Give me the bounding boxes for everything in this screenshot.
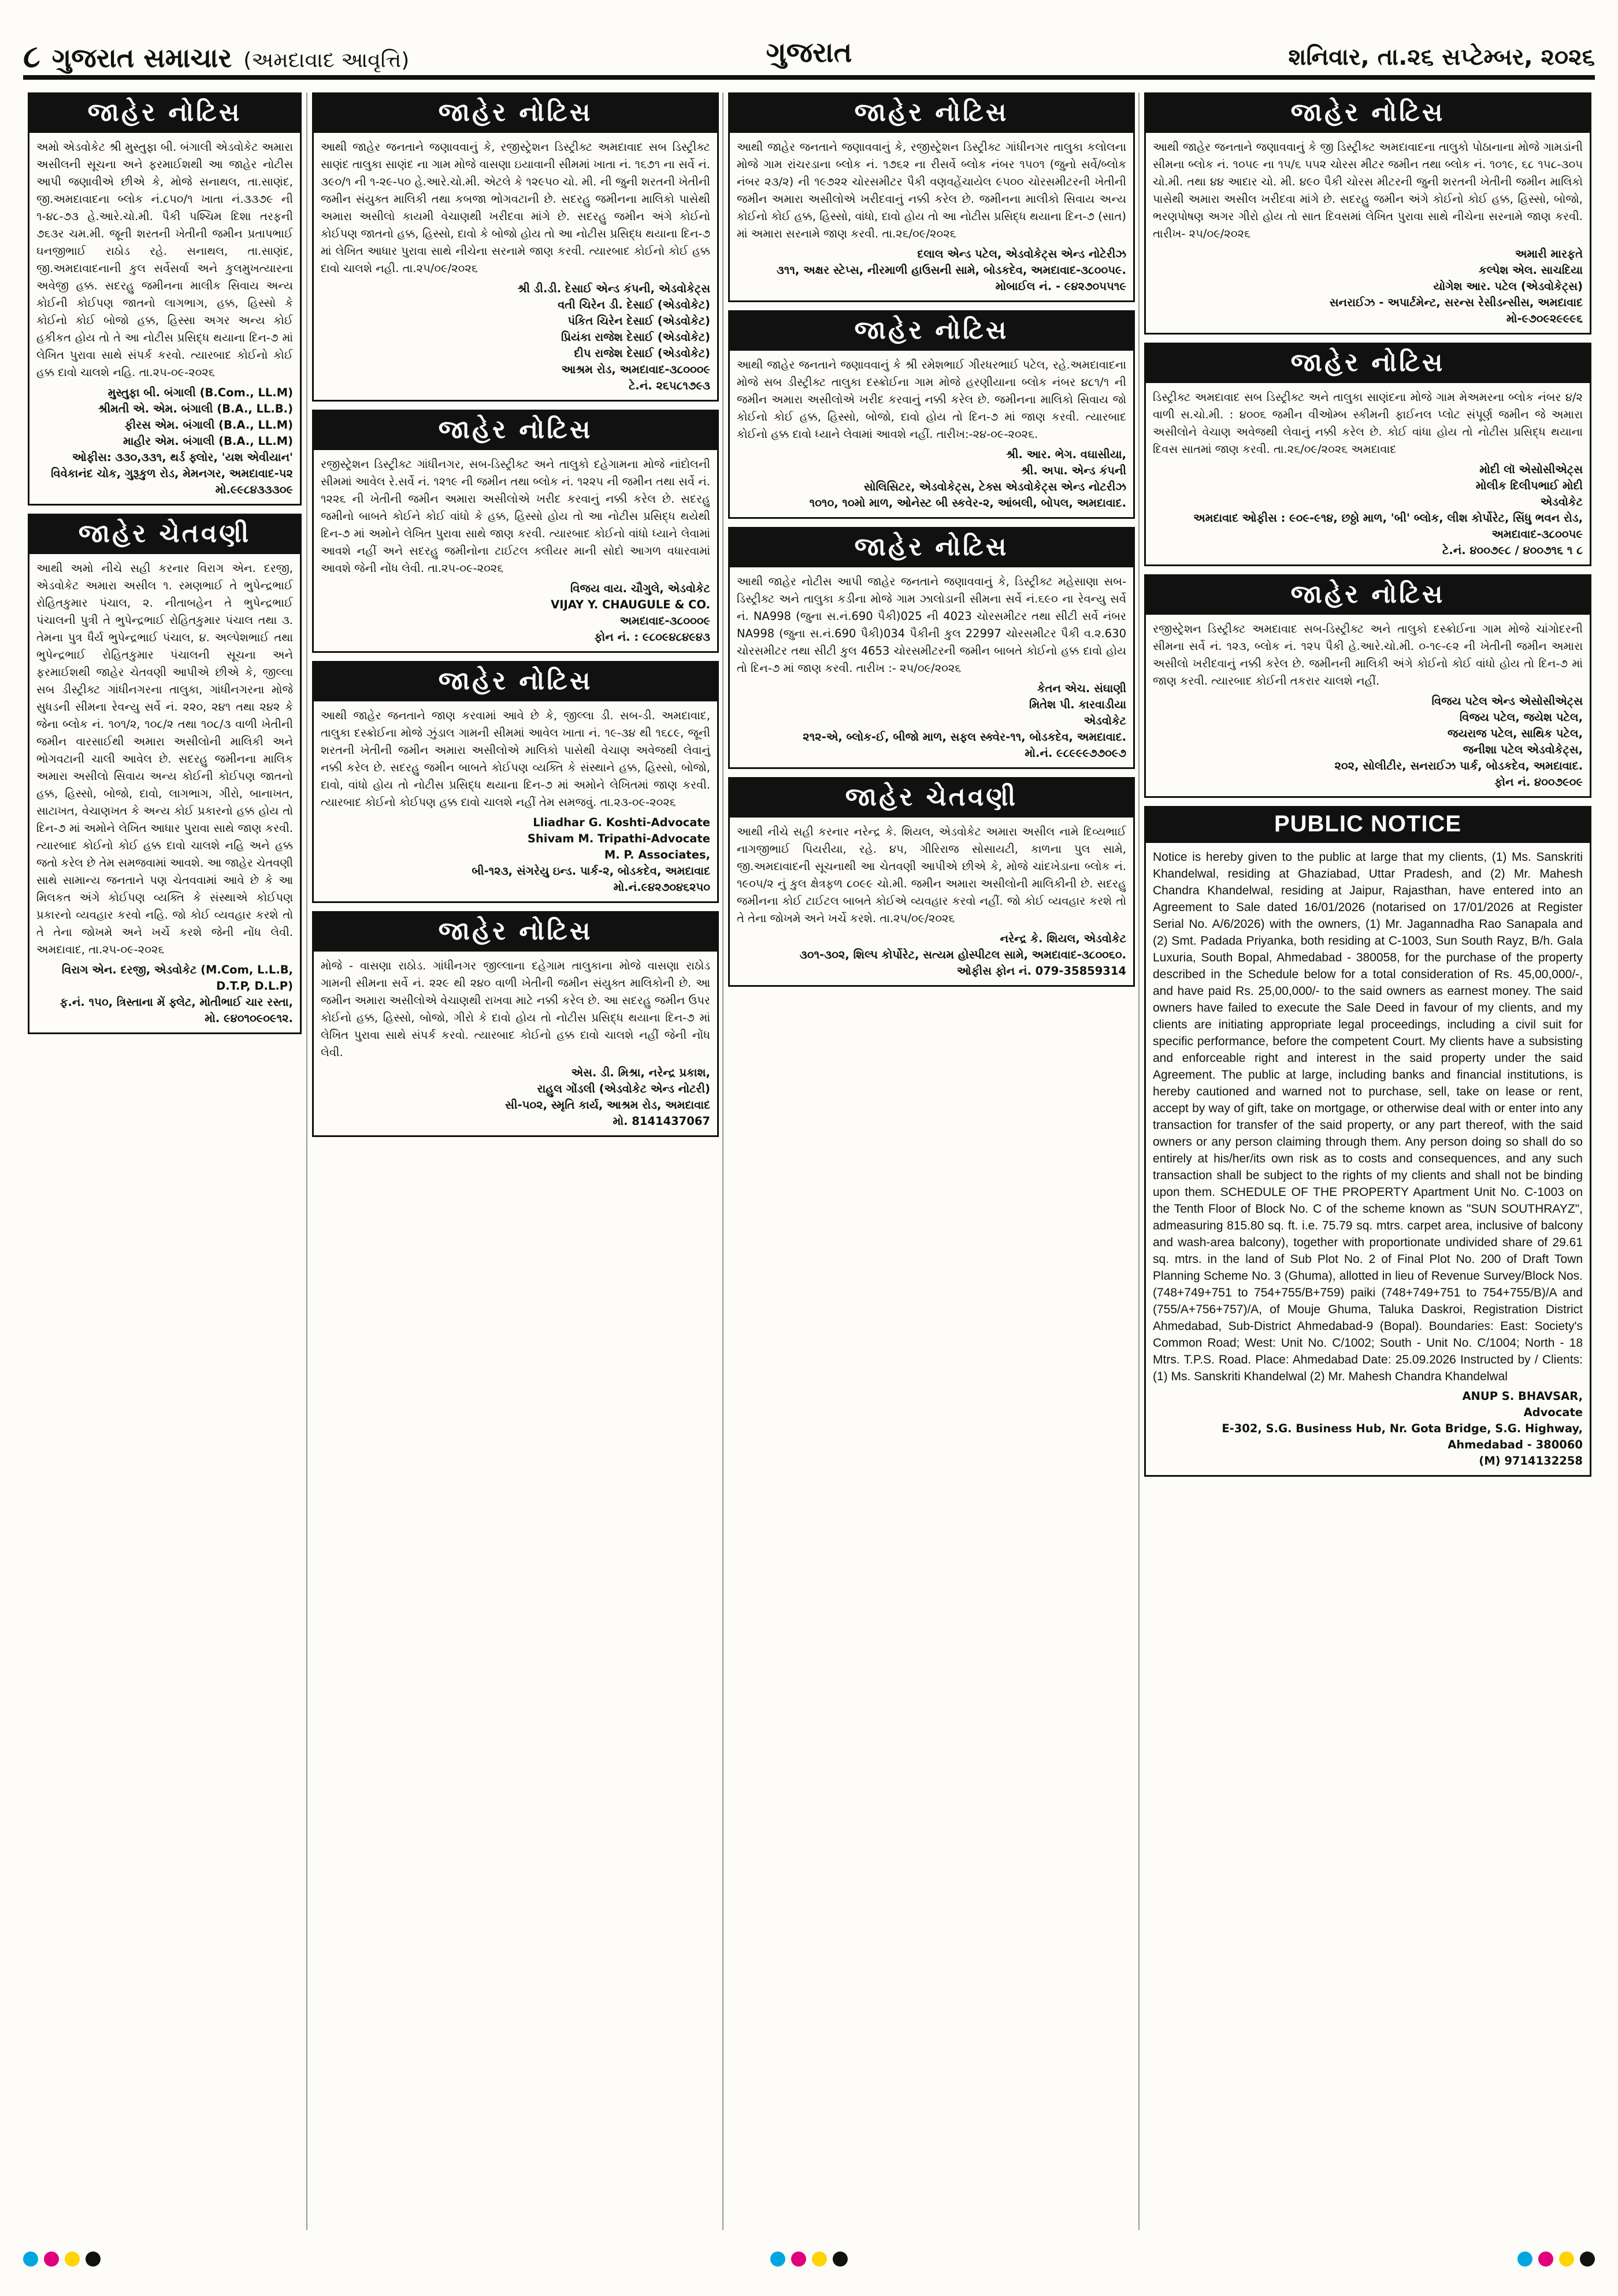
notice-heading: જાહેર નોટિસ <box>314 663 717 701</box>
notice-box <box>312 911 719 1137</box>
notice-heading: જાહેર નોટિસ <box>1146 94 1590 133</box>
notice-body: આથી જાહેર નોટીસ આપી જાહેર જનતાને જણાવવાનું કે, ડિસ્ટ્રીક્ટ મહેસાણા સબ-ડિસ્ટ્રીક્ટ અને તાલુકા કડીના મોજે ગામ ઝાલોડાની સીમના સર્વે નં.૬૯૦ ના રેવન્યુ સર્વે નં. NA998 (જુના સ.નં.690 પૈકી)025 ની 4023 ચોરસમીટર તથા સીટી સર્વે નંબર NA998 (જુના સ.નં.690 પૈકી)034 પૈકીની કુલ 22997 ચોરસમીટર પૈકી વ.૨.630 ચોરસમીટર તથા સીટી કુલ 4653 ચોરસમીટરની જમીન બાબતે કોઈનો હક્ક દાવો હોય તો દિન-૭ માં જાણ કરવી. તારીખ :- ૨૫/૦૯/૨૦૨૬ <box>737 575 1126 675</box>
notice-body: ડિસ્ટ્રીક્ટ અમદાવાદ સબ ડિસ્ટ્રીક્ટ અને તાલુકા સાણંદના મોજે ગામ મેઅમરના બ્લોક નંબર ૪/૨ વાળી સ.ચો.મી. : ૪૦૦૬ જમીન વીઓમ્બ સ્કીમની ફાઈનલ પ્લોટ સંપૂર્ણ જમીન જે અમારા અસીલોને વેચાણ અવેજથી લેવાનું નક્કી કરેલ છે. કોઈ વાંધા હોય તો નોટીસ પ્રસિદ્ધ થયાના દિવસ સાતમાં જાણ કરવી. તા.૨૬/૦૯/૨૦૨૬ અમદાવાદ <box>1153 391 1583 456</box>
masthead: ગુજરાત સમાચાર <box>51 42 232 73</box>
notice-box <box>728 527 1135 769</box>
notice-heading: જાહેર નોટિસ <box>314 94 717 133</box>
notice-box <box>312 410 719 653</box>
notice-box <box>1144 343 1591 566</box>
notice-heading: જાહેર નોટિસ <box>730 312 1133 351</box>
notice-heading: જાહેર નોટિસ <box>314 913 717 952</box>
notice-signature: શ્રી. આર. ભેગ. વઘાસીયા, શ્રી. અપા. એન્ડ કંપની સોલિસિટર, એડવોકેટ્સ, ટેક્સ એડવોકેટ્સ એન્ડ નોટરીઝ ૧૦૧૦, ૧૦મો માળ, ઓનેસ્ટ બી સ્કવેર-૨, આંબલી, બોપલ, અમદાવાદ. <box>809 448 1126 510</box>
notice-signature: દલાલ એન્ડ પટેલ, એડવોકેટ્સ એન્ડ નોટેરીઝ ૩૧૧, અક્ષર સ્ટેપ્સ, નીરમાળી હાઉસની સામે, બોડકદેવ, અમદાવાદ-૩૮૦૦૫૯. મોબાઈલ નં. - ૯૪૨૭૦૫૫૧૯ <box>776 247 1126 293</box>
cyan-dot <box>1517 2252 1532 2267</box>
notice-body: મોજે - વાસણા રાઠોડ. ગાંધીનગર જીલ્લાના દહેગામ તાલુકાના મોજે વાસણા રાઠોડ ગામની સીમના સર્વે નં. ૨૨૯ થી ૨૪૦ વાળી ખેતીની જમીન સંયુક્ત માલિકોની છે. આ જમીન અમારા અસીલોએ વેચાણથી રાખવા માટે નક્કી કરેલ છે. આ સદરહુ જમીન ઉપર કોઈનો હક્ક, હિસ્સો, બોજો, ગીરો કે દાવો હોય તો નોટીસ પ્રસિદ્ધ થયાના દિન-૭ માં લેખિત પુરાવા સાથે સંપર્ક કરવો. ત્યારબાદ કોઈનો હક્ક દાવો ચાલશે નહીં જેની નોંધ લેવી. <box>321 959 710 1059</box>
notice-box <box>728 777 1135 987</box>
notice-body: અમો એડવોકેટ શ્રી મુસ્તુફા બી. બંગાલી એડવોકેટ અમારા અસીલની સૂચના અને ફરમાઈશથી આ જાહેર નોટીસ આપી જણાવીએ છીએ કે, મોજે સનાથલ, તા.સાણંદ, જી.અમદાવાદના બ્લોક નં.૮૫૦/૧ ખાતા નં.૩૩૭૯ ની ૧-૪૮-૭૩ હે.આરે.ચો.મી. પૈકી પશ્ચિમ દિશા તરફની ૭૬૩ર ચમ.મી. જૂની શરતની ખેતીની જમીન પ્રતાપભાઈ ઘનજીભાઈ રાઠોડ રહે. સનાથલ, તા.સાણંદ, જી.અમદાવાદનાની કુલ સર્વેસર્વા અને કુલમુખત્યારના અવેજી હક્ક. સદરહુ જમીનના માલીક સિવાય અન્ય કોઈની કોઈપણ જાતનો લાગભાગ, હક્ક, હિસ્સો કે કોઈનો કોઈ બોજો હક્ક, હિસ્સા અગર અન્ય કોઈ હકીકત હોય તો તે આ નોટીસ પ્રસિદ્ધ થયાના દિન-૭ માં લેખિત પુરાવા સાથે સંપર્ક કરવો. ત્યારબાદ કોઈનો કોઈ હક્ક દાવો ચાલશે નહિ. તા.૨૫-૦૯-૨૦૨૬ <box>36 140 293 379</box>
notice-heading: જાહેર ચેતવણી <box>29 515 300 554</box>
notice-signature: મુસ્તુફા બી. બંગાલી (B.Com., LL.M) શ્રીમતી એ. એમ. બંગાલી (B.A., LL.B.) ફીરસ એમ. બંગાલી (B.A., LL.M) માહીર એમ. બંગાલી (B.A., LL.M) ઓફીસ: ૩૩૦,૩૩૧, થર્ડ ફ્લોર, 'યશ એવીયાન' વિવેકાનંદ ચોક, ગુરૂકુળ રોડ, મેમનગર, અમદાવાદ-૫૨ મો.૯૯૮૪૩૩૩૦૯ <box>51 386 293 496</box>
print-registration-marks <box>23 2247 1595 2271</box>
notice-box <box>312 92 719 402</box>
cyan-dot <box>770 2252 785 2267</box>
page-number: ૮ <box>23 38 40 75</box>
page-header <box>23 23 1595 80</box>
notice-heading: જાહેર નોટિસ <box>730 94 1133 133</box>
yellow-dot <box>65 2252 80 2267</box>
notice-body: આથી જાહેર જનતાને જણાવવાનું કે જી ડિસ્ટ્રીક્ટ અમદાવાદના તાલુકો પોઠાનાના મોજે ગામડાંની સીમના બ્લોક નં. ૧૦૫૯ ના ૧૫/૬ ૫૫૨ ચોરસ મીટર જમીન તથા બ્લોક નં. ૧૦૧૯, ૬૮ ૧૫૮-૩૦૫ ચો.મી. તથા ૪૪ આદાર ચો. મી. ૪૯૦ પૈકી ચોરસ મીટરની જુની શરતની ખેતીની જમીન માલિકો પાસેથી અમારા અસીલ ખરીદવા માંગે છે. સદરહુ જમીન અંગે કોઈનો કોઈ હક્ક, હિસ્સો, બોજો, ભરણપોષણ અગર ગીરો હોય તો સાત દિવસમાં લેખિત પુરાવા સાથે નીચેના સરનામે જાણ કરવી. તારીખ- ૨૫/૦૯/૨૦૨૬ <box>1153 140 1583 240</box>
notice-signature: વિરાગ એન. દરજી, એડવોકેટ (M.Com, L.L.B, D.T.P, D.L.P) ફ.નં. ૧૫૦, ત્રિસ્તાના મેં ફ્લેટ, મોતીભાઈ ચાર રસ્તા, મો. ૯૪૦૧૦૯૦૯૧૨. <box>60 963 293 1025</box>
color-dots-center <box>770 2252 848 2267</box>
notice-body: રજીસ્ટ્રેશન ડિસ્ટ્રીક્ટ અમદાવાદ સબ-ડિસ્ટ્રીક્ટ અને તાલુકો દસ્ક્રોઈના ગામ મોજે ચાંગોદરની સીમના સર્વે નં. ૧૨૩, બ્લોક નં. ૧૨૫ પૈકી હે.આરે.ચો.મી. ૦-૧૯-૯૨ ની ખેતીની જમીન અમારા અસીલો ખરીદવાનું નક્કી કરેલ છે. જમીનની માલિકી અંગે કોઈનો કોઈ વાંધો હોય તો દિન-૭ માં જાણ કરવી. ત્યારબાદ કોઈની તકરાર ચાલશે નહીં. <box>1153 622 1583 688</box>
yellow-dot <box>1559 2252 1574 2267</box>
column-1 <box>23 92 306 2230</box>
column-3 <box>722 92 1140 2230</box>
notice-signature: ANUP S. BHAVSAR, Advocate E-302, S.G. Business Hub, Nr. Gota Bridge, S.G. Highway, Ahmedabad - 380060 (M) 9714132258 <box>1222 1390 1583 1467</box>
notice-body: આથી જાહેર જનતાને જણાવવાનું કે, રજીસ્ટ્રેશન ડિસ્ટ્રીક્ટ ગાંધીનગર તાલુકા કલોલના મોજે ગામ રાંચરડાના બ્લોક નં. ૧૭૬૨ ના રીસર્વે બ્લોક નંબર ૧૫૦૧ (જુનો સર્વે/બ્લોક નંબર ૨૩/૨) ની ૧૯૭૨૨ ચોરસમીટર પૈકી વણવહેંચાયેલ ૯૫૦૦ ચોરસમીટરની ખેતીની જમીન અમારા અસીલોએ ખરીદવાનું નક્કી કરેલ છે. જમીનના માલીકો સિવાય અન્ય કોઈનો કોઈ હક્ક, હિસ્સો, વાંધો, દાવો હોય તો આ નોટીસ પ્રસિદ્ધ થયાના દિન-૭ (સાત) માં અમારા સરનામે જાણ કરવી. તા.૨૬/૦૯/૨૦૨૬ <box>737 140 1126 240</box>
black-dot <box>86 2252 101 2267</box>
notice-body: આથી નીચે સહી કરનાર નરેન્દ્ર કે. શિયલ, એડવોકેટ અમારા અસીલ નામે દિવ્યભાઈ નાગજીભાઈ પિયરીયા, રહે. ૪૫, ગીરિરાજ સોસાયટી, કાળના પુલ સામે, જી.અમદાવાદની સૂચનાથી આ ચેતવણી આપીએ છીએ કે, મોજે ચાંદખેડાના બ્લોક નં. ૧૯૦૫/૨ નું કુલ ક્ષેત્રફળ ૮૦૯૯ ચો.મી. જમીન અમારા અસીલોની માલિકીની છે. સદરહુ જમીનના કોઈ ટાઈટલ બાબતે કોઈએ વ્યવહાર કરવો નહીં. જો કોઈ વ્યવહાર કરશે તો તે તેના જોખમે અને ખર્ચે કરશે. તા.૨૫/૦૯/૨૦૨૬ <box>737 825 1126 925</box>
notice-signature: અમારી મારફતે કલ્પેશ એલ. સાચદિયા યોગેશ આર. પટેલ (એડવોકેટ્સ) સનરાઈઝ - અપાર્ટમેન્ટ, સરન્સ રેસીડન્સીસ, અમદાવાદ મો-૯૭૦૯૨૯૯૯૬ <box>1329 247 1583 325</box>
notice-box <box>728 92 1135 302</box>
notice-heading: જાહેર નોટિસ <box>1146 344 1590 383</box>
notice-signature: કેતન એચ. સંઘાણી મિતેશ પી. કારવાડીયા એડવોકેટ ૨૧૨-એ, બ્લોક-ઈ, બીજો માળ, સફલ સ્ક્વેર-૧૧, બોડકદેવ, અમદાવાદ. મો.નં. ૯૮૯૯૯૭૭૦૯૭ <box>803 682 1126 760</box>
notice-body: આથી જાહેર જનતાને જણાવવાનું કે, રજીસ્ટ્રેશન ડિસ્ટ્રીક્ટ અમદાવાદ સબ ડિસ્ટ્રીક્ટ સાણંદ તાલુકા સાણંદ ના ગામ મોજે વાસણા ઇયાવાની સીમમાં ખાતા નં. ૧૬૭૧ ના સર્વે નં. ૩૯૦/૧ ની ૧-૨૯-૫૦ હે.આરે.ચો.મી. એટલે કે ૧૨૯૫૦ ચો. મી. ની જુની શરતની ખેતીની જમીન સંયુક્ત માલિકી તથા કબજા ભોગવટાની છે. સદરહુ જમીનના માલિકો પાસેથી અમારા અસીલો કાયમી વેચાણથી ખરીદવા માંગે છે. સદરહુ જમીન અંગે કોઈનો કોઈપણ જાતનો હક્ક, હિસ્સો, દાવો કે બોજો હોય તો આ નોટીસ પ્રસિદ્ધ થયાના દિન-૭ માં લેખિત આધાર પુરાવા સાથે નીચેના સરનામે જાણ કરવી. ત્યારબાદ કોઈનો કોઈ હક્ક દાવો ચાલશે નહી. તા.૨૫/૦૯/૨૦૨૬ <box>321 140 710 275</box>
yellow-dot <box>812 2252 827 2267</box>
black-dot <box>1580 2252 1595 2267</box>
notice-signature: વિજય વાય. ચૌગુલે, એડવોકેટ VIJAY Y. CHAUGULE & CO. અમદાવાદ-૩૮૦૦૦૯ ફોન નં. : ૯૮૦૯૪૮૪૯૪૩ <box>551 582 710 644</box>
notice-box <box>312 661 719 903</box>
notice-heading: જાહેર નોટિસ <box>1146 576 1590 615</box>
notice-body: રજીસ્ટ્રેશન ડિસ્ટ્રીક્ટ ગાંધીનગર, સબ-ડિસ્ટ્રીક્ટ અને તાલુકો દહેગામના મોજે નાંદોલની સીમમાં આવેલ રે.સર્વે નં. ૧૨૧૯ ની જમીન તથા બ્લોક નં. ૧૨૨૫ ની જમીન તથા સર્વે નં. ૧૨૨૬ ની ખેતીની જમીન અમારા અસીલોએ ખરીદ કરવાનું નક્કી કરેલ છે. સદરહુ જમીનો બાબતે કોઈને કોઈ વાંધો કે હક્ક, હિસ્સો હોય તો આ નોટીસ પ્રસિદ્ધ થયેથી દિન-૭ માં અમોને લેખિત પુરાવા સાથે જાણ કરવી. ત્યારબાદ કોઈનો વાંધો ધ્યાને લેવામાં આવશે નહીં અને સદરહુ જમીનોના ટાઈટલ ક્લીયર માની સોદો આગળ વધારવામાં આવશે જેની નોંધ લેવી. તા.૨૫-૦૯-૨૦૨૬ <box>321 458 710 575</box>
notice-body: આથી જાહેર જનતાને જાણ કરવામાં આવે છે કે, જીલ્લા ડી. સબ-ડી. અમદાવાદ, તાલુકા દસ્ક્રોઈના મોજે ઝુંડાલ ગામની સીમમાં આવેલ ખાતા નં. ૧૯-૩૪ થી ૧૬૮૯, જૂની શરતની ખેતીની જમીન અમારા અસીલોએ માલિકો પાસેથી વેચાણ અવેજથી લેવાનું નક્કી કરેલ છે. સદરહુ જમીન બાબતે કોઈપણ વ્યક્તિ કે સંસ્થાને હક્ક, હિસ્સો, બોજો, દાવો, વાંધો હોય તો નોટીસ પ્રસિદ્ધ થયાના દિન-૭ માં અમોને લેખિતમાં જાણ કરવી. ત્યારબાદ કોઈનો કોઈપણ હક્ક દાવો ચાલશે નહીં તેમ સમજવું. તા.૨૩-૦૯-૨૦૨૬ <box>321 709 710 809</box>
edition-label: (અમદાવાદ આવૃત્તિ) <box>243 49 410 72</box>
notice-heading: જાહેર ચેતવણી <box>730 779 1133 818</box>
color-dots-right <box>1517 2252 1595 2267</box>
notice-signature: Lliadhar G. Koshti-Advocate Shivam M. Tripathi-Advocate M. P. Associates, બી-૧૨૩, સંગરેયુ ઇન્ડ. પાર્ક-૨, બોડકદેવ, અમદાવાદ મો.નં.૯૪૨૭૦૪૬૨૫૦ <box>472 816 710 894</box>
notice-body: આથી અમો નીચે સહી કરનાર વિરાગ એન. દરજી, એડવોકેટ અમારા અસીલ ૧. રમણભાઈ તે ભુપેન્દ્રભાઈ રોહિતકુમાર પંચાલ, ૨. નીતાબહેન તે ભુપેન્દ્રભાઈ પંચાલની પુત્રી તે ભુપેન્દ્રભાઈ રોહિતકુમાર પંચાલ તથા ૩. તેમના પુત્ર ધૈર્ય ભુપેન્દ્રભાઈ પંચાલ, ૪. અલ્પેશભાઈ તથા ભુપેન્દ્રભાઈ રોહિતકુમાર પંચાલની સૂચના અને ફરમાઈશથી જાહેર ચેતવણી આપીએ છીએ કે, જીલ્લા સબ ડીસ્ટ્રીક્ટ ગાંધીનગરના તાલુકા, ગાંધીનગરના મોજે સુધડની સીમના રેવન્યુ સર્વે નં. ૨૨૦, ૨૪૧ તથા ૨૪૨ કે જેના બ્લોક નં. ૧૦૧/૨, ૧૦૮/૨ તથા ૧૦૮/૩ વાળી ખેતીની જમીન વારસાઈથી અમારા અસીલોની માલિકી અને ભોગવટાની ચાલી આવેલ છે. સદરહુ જમીનના માલિક અમારા અસીલો સિવાય અન્ય કોઈની કોઈપણ જાતનો હક્ક, હિસ્સો, બોજો, દાવો, લાગભાગ, ગીરો, બાનાખત, સાટાખત, વેચાણખત કે અન્ય કોઈ પ્રકારનો હક્ક હોય તો દિન-૭ માં અમોને લેખિત આધાર પુરાવા સાથે જાણ કરવી. ત્યારબાદ કોઈનો કોઈ હક્ક દાવો ચાલશે નહિ અને હક્ક જતો કરેલ છે તેમ સમજવામાં આવશે. આ જાહેર ચેતવણી સાથે સામાન્ય જનતાને પણ ચેતવવામાં આવે છે કે આ મિલકત અંગે કોઈપણ વ્યક્તિ કે સંસ્થાએ કોઈપણ પ્રકારનો વ્યવહાર કરવો નહિ. જો કોઈ વ્યવહાર કરશે તો તે તેના જોખમે અને ખર્ચે કરશે જેની નોંધ લેવી. અમદાવાદ, તા.૨૫-૦૯-૨૦૨૬ <box>36 562 293 956</box>
notice-columns <box>23 92 1595 2230</box>
notice-signature: એસ. ડી. મિશ્રા, નરેન્દ્ર પ્રકાશ, રાહુલ ગોંડલી (એડવોકેટ એન્ડ નોટરી) સી-૫૦૨, સ્મૃતિ કાર્ય, આશ્રમ રોડ, અમદાવાદ મો. 8141437067 <box>505 1066 710 1128</box>
notice-heading: જાહેર નોટિસ <box>314 411 717 450</box>
color-dots-left <box>23 2252 101 2267</box>
notice-box <box>728 310 1135 519</box>
notice-box <box>1144 92 1591 335</box>
magenta-dot <box>1538 2252 1553 2267</box>
magenta-dot <box>44 2252 59 2267</box>
cyan-dot <box>23 2252 38 2267</box>
notice-box <box>1144 806 1591 1477</box>
notice-box <box>1144 574 1591 798</box>
notice-signature: શ્રી ડી.ડી. દેસાઈ એન્ડ કંપની, એડવોકેટ્સ વતી ચિરેન ડી. દેસાઈ (એડવોકેટ) પંકિત ચિરેન દેસાઈ (એડવોકેટ) પ્રિયંકા રાજેશ દેસાઈ (એડવોકેટ) દીપ રાજેશ દેસાઈ (એડવોકેટ) આશ્રમ રોડ, અમદાવાદ-૩૮૦૦૦૯ ટે.નં. ૨૬૫૮૧૭૯૩ <box>517 282 710 392</box>
notice-box <box>28 92 302 506</box>
notice-heading: PUBLIC NOTICE <box>1146 808 1590 843</box>
issue-date: શનિવાર, તા.૨૬ સપ્ટેમ્બર, ૨૦૨૬ <box>1288 44 1595 70</box>
notice-box <box>28 514 302 1034</box>
notice-heading: જાહેર નોટિસ <box>29 94 300 133</box>
notice-signature: વિજય પટેલ એન્ડ એસોસીએટ્સ વિજય પટેલ, જયેશ પટેલ, જયરાજ પટેલ, સાથિક પટેલ, જનીશા પટેલ એડવોકેટ્સ, ૨૦૨, સોલીટીર, સનરાઈઝ પાર્ક, બોડકદેવ, અમદાવાદ. ફોન નં. ૪૦૦૭૯૦૯ <box>1334 694 1583 789</box>
magenta-dot <box>791 2252 806 2267</box>
section-title: ગુજરાત <box>766 36 852 69</box>
column-4 <box>1138 92 1596 2230</box>
notice-signature: મોદી લૉ એસોસીએટ્સ મોલીક દિલીપભાઈ મોદી એડવોકેટ અમદાવાદ ઓફીસ : ૯૦૯-૯૧૪, છઠ્ઠો માળ, 'બી' બ્લોક, લીશ કોર્પોરેટ, સિંધુ ભવન રોડ, અમદાવાદ-૩૮૦૦૫૯ ટે.નં. ૪૦૦૭૯૮ / ૪૦૦૭૧૬ ૧ ૮ <box>1193 463 1583 557</box>
notice-signature: નરેન્દ્ર કે. શિયલ, એડવોકેટ ૩૦૧-૩૦૨, શિલ્પ કોર્પોરેટ, સત્યમ હોસ્પીટલ સામે, અમદાવાદ-૩૮૦૦૬૦. ઓફીસ ફોન નં. 079-35859314 <box>799 932 1126 978</box>
notice-body: Notice is hereby given to the public at large that my clients, (1) Ms. Sanskriti Khandelwal, residing at Ghaziabad, Uttar Pradesh, and (2) Mr. Mahesh Chandra Khandelwal, residing at Jaipur, Rajasthan, have entered into an Agreement to Sale dated 16/01/2026 (notarised on 17/01/2026 at Register Serial No. A/6/2026) with the owners, (1) Mr. Jagannadha Rao Sanapala and (2) Smt. Padada Priyanka, both residing at C-1003, Sun South Rayz, B/h. Gala Luxuria, South Bopal, Ahmedabad - 380058, for the purchase of the property described in the Schedule below for a total consideration of Rs. 45,00,000/-, and have paid Rs. 25,00,000/- to the said owners as earnest money. The said owners have failed to execute the Sale Deed in favour of my clients, and my clients are initiating appropriate legal proceedings, including a civil suit for specific performance, before the competent Court. My clients have a subsisting and enforceable right and interest in the said property under the said Agreement. The public at large, including banks and financial institutions, is hereby cautioned and warned not to purchase, sell, take on lease or rent, accept by way of gift, take on mortgage, or otherwise deal with or enter into any transaction for transfer of the said property, or any part thereof, with the said owners or any person claiming through them. Any person doing so shall do so entirely at his/her/its own risk as to costs and consequences, and any such transaction shall be subject to the rights of my clients and shall not be binding upon them. SCHEDULE OF THE PROPERTY Apartment Unit No. C-1003 on the Tenth Floor of Block No. C of the scheme known as "SUN SOUTHRAYZ", admeasuring 815.80 sq. ft. i.e. 75.79 sq. mtrs. carpet area, inclusive of balcony and wash-area balcony), together with proportionate undivided share of 29.61 sq. mtrs. in the land of Sub Plot No. 2 of Final Plot No. 200 of Draft Town Planning Scheme No. 3 (Ghuma), allotted in lieu of Revenue Survey/Block Nos. (748+749+751 to 754+755/B+759) paiki (748+749+751 to 754+755/B)/A and (755/A+756+757)/A, of Mouje Ghuma, Taluka Daskroi, Registration District Ahmedabad, Sub-District Ahmedabad-9 (Bopal). Boundaries: East: Society's Common Road; West: Unit No. C/1002; South - Unit No. C/1004; North - 18 Mtrs. T.P.S. Road. Place: Ahmedabad Date: 25.09.2026 Instructed by / Clients: (1) Ms. Sanskriti Khandelwal (2) Mr. Mahesh Chandra Khandelwal <box>1153 850 1583 1383</box>
notice-heading: જાહેર નોટિસ <box>730 529 1133 567</box>
notice-body: આથી જાહેર જનતાને જણાવવાનું કે શ્રી રમેશભાઈ ગીરધરભાઈ પટેલ, રહે.અમદાવાદના મોજે સબ ડીસ્ટ્રીક્ટ તાલુકા દસ્ક્રોઈના ગામ મોજે હરણીયાના બ્લોક નંબર ૪૮૧/૧ ની જમીન અમારા અસીલોએ ખરીદ કરવાનું નક્કી કરેલ છે. જમીનના માલિકો સિવાય જો કોઈનો કોઈ હક્ક, હિસ્સો, બોજો, દાવો હોય તો દિન-૭ માં જાણ કરવી. ત્યારબાદ કોઈનો હક્ક દાવો ધ્યાને લેવામાં આવશે નહીં. તારીખ:-૨૪-૦૯-૨૦૨૬. <box>737 358 1126 441</box>
column-2 <box>306 92 723 2230</box>
black-dot <box>833 2252 848 2267</box>
